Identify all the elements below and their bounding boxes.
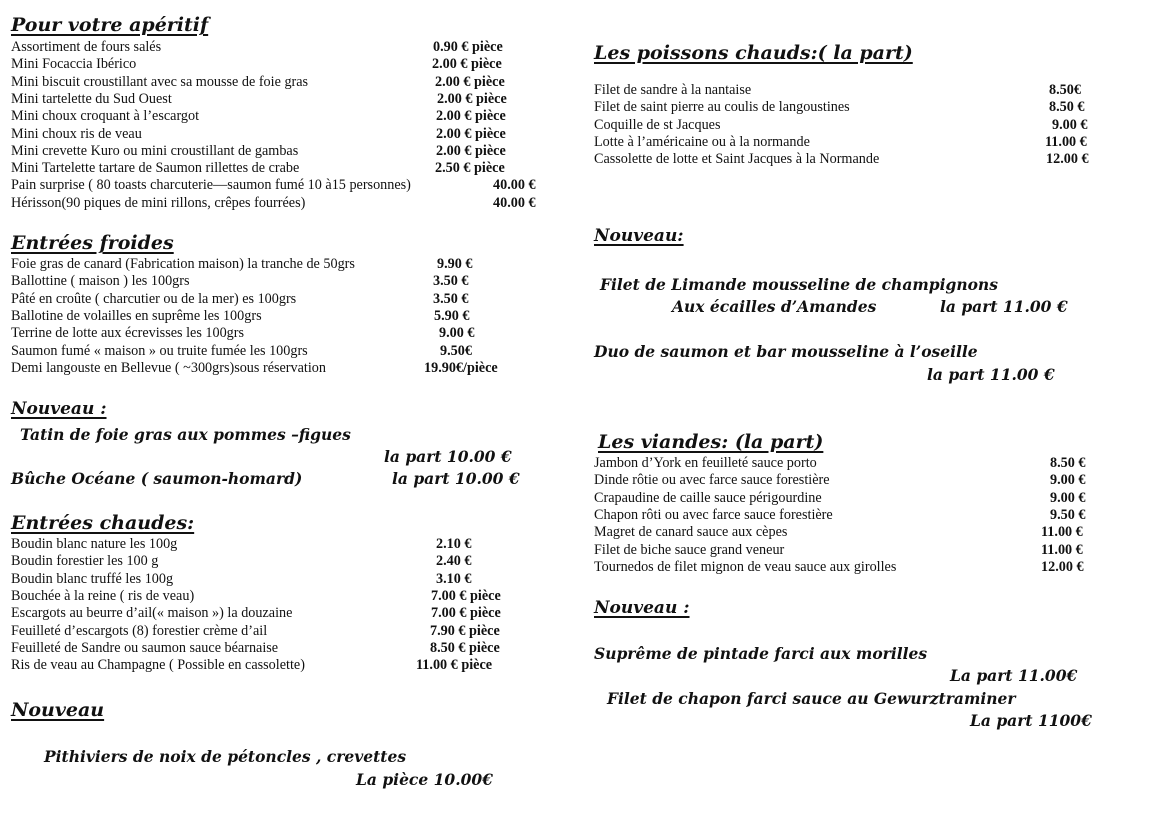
- special-item-name-line2: Aux écailles d’Amandes: [672, 297, 877, 316]
- menu-item-name: Mini choux ris de veau: [11, 125, 142, 142]
- menu-item-name: Boudin blanc nature les 100g: [11, 536, 178, 552]
- menu-item-name: Bouchée à la reine ( ris de veau): [11, 587, 195, 604]
- menu-item: [11, 343, 556, 360]
- special-item-price: La pièce 10.00€: [356, 770, 493, 789]
- menu-item-name: Assortiment de fours salés: [11, 39, 162, 55]
- special-item-price: la part 11.00 €: [927, 365, 1055, 384]
- menu-item: [594, 472, 1114, 489]
- menu-item: [11, 126, 556, 143]
- menu-item-name: Lotte à l’américaine ou à la normande: [594, 133, 810, 150]
- menu-item-name: Mini Tartelette tartare de Saumon rillettes de crabe: [11, 160, 300, 177]
- special-item-name: Pithiviers de noix de pétoncles , crevettes: [44, 747, 407, 766]
- menu-item: [11, 640, 556, 657]
- menu-item-price: 11.00 €: [1041, 524, 1083, 541]
- menu-item: [11, 195, 556, 212]
- menu-item: [594, 82, 1114, 99]
- menu-item-price: 0.90 € pièce: [433, 39, 503, 55]
- menu-item-name: Escargots au beurre d’ail(« maison ») la douzaine: [11, 605, 293, 622]
- menu-item-price: 12.00 €: [1046, 151, 1089, 168]
- menu-item: [11, 553, 556, 570]
- menu-item-price: 8.50 €: [1049, 99, 1085, 116]
- menu-item-price: 8.50 € pièce: [430, 639, 500, 656]
- menu-item-name: Mini Focaccia Ibérico: [11, 56, 137, 73]
- menu-item-name: Mini tartelette du Sud Ouest: [11, 90, 172, 107]
- menu-item: [594, 524, 1114, 541]
- menu-item: [594, 134, 1114, 151]
- menu-item-price: 40.00 €: [493, 194, 536, 211]
- menu-item-name: Demi langouste en Bellevue ( ~300grs)sous réservation: [11, 359, 326, 376]
- menu-item-price: 11.00 €: [1041, 541, 1083, 558]
- special-item-price: La part 1100€: [970, 711, 1092, 730]
- menu-item: [11, 143, 556, 160]
- special-item-name: Filet de Limande mousseline de champignons: [600, 275, 998, 294]
- menu-item-name: Crapaudine de caille sauce périgourdine: [594, 489, 822, 506]
- menu-item-price: 9.00 €: [1052, 116, 1088, 133]
- menu-item-price: 2.00 € pièce: [432, 56, 502, 73]
- menu-item: [11, 160, 556, 177]
- menu-item-name: Mini biscuit croustillant avec sa mousse de foie gras: [11, 73, 309, 90]
- menu-item-name: Ris de veau au Champagne ( Possible en cassolette): [11, 657, 305, 674]
- menu-item-price: 40.00 €: [493, 177, 536, 194]
- special-item-name: Filet de chapon farci sauce au Gewurztraminer: [607, 689, 1016, 708]
- menu-item-price: 8.50€: [1049, 82, 1081, 98]
- menu-item-price: 9.00 €: [1050, 489, 1086, 506]
- menu-item-name: Terrine de lotte aux écrevisses les 100grs: [11, 325, 245, 342]
- section-heading-nouveau: Nouveau: [11, 699, 105, 721]
- menu-item-price: 5.90 €: [434, 307, 470, 324]
- menu-item: [11, 108, 556, 125]
- menu-item-price: 7.00 € pièce: [431, 605, 501, 622]
- menu-item: [11, 588, 556, 605]
- special-item-name: Tatin de foie gras aux pommes –figues: [20, 425, 351, 444]
- menu-item: [11, 56, 556, 73]
- special-item-price: la part 10.00 €: [384, 447, 512, 466]
- menu-item-price: 2.50 € pièce: [435, 160, 505, 177]
- menu-item-name: Magret de canard sauce aux cèpes: [594, 524, 788, 541]
- section-heading-viandes: Les viandes: (la part): [598, 431, 824, 453]
- menu-item-price: 3.10 €: [436, 570, 472, 587]
- menu-item-name: Ballotine de volailles en suprême les 100grs: [11, 307, 262, 324]
- menu-item-price: 7.90 € pièce: [430, 622, 500, 639]
- menu-item: [11, 91, 556, 108]
- menu-item-price: 9.50 €: [1050, 506, 1086, 523]
- menu-item: [11, 256, 556, 273]
- section-heading-entrees-chaudes: Entrées chaudes:: [11, 512, 195, 534]
- menu-item-price: 3.50 €: [433, 290, 469, 307]
- menu-item: [11, 536, 556, 553]
- menu-item-price: 9.50€: [440, 342, 472, 359]
- special-item-price: La part 11.00€: [950, 666, 1078, 685]
- menu-item: [594, 542, 1114, 559]
- menu-item-price: 9.00 €: [439, 325, 475, 342]
- menu-item-name: Filet de saint pierre au coulis de langoustines: [594, 99, 850, 116]
- menu-item-name: Pâté en croûte ( charcutier ou de la mer) es 100grs: [11, 290, 297, 307]
- menu-item: [11, 308, 556, 325]
- menu-item-name: Jambon d’York en feuilleté sauce porto: [594, 455, 817, 471]
- menu-item: [11, 273, 556, 290]
- menu-item: [594, 117, 1114, 134]
- menu-item-price: 2.40 €: [436, 553, 472, 570]
- menu-item-name: Filet de biche sauce grand veneur: [594, 541, 785, 558]
- special-item-name: Suprême de pintade farci aux morilles: [594, 644, 928, 663]
- menu-item-name: Tournedos de filet mignon de veau sauce aux girolles: [594, 558, 897, 575]
- menu-item: [11, 360, 556, 377]
- menu-item-price: 12.00 €: [1041, 558, 1084, 575]
- menu-item-name: Coquille de st Jacques: [594, 116, 721, 133]
- section-heading-aperitif: Pour votre apéritif: [11, 14, 209, 36]
- menu-item-price: 11.00 €: [1045, 133, 1087, 150]
- menu-item: [594, 490, 1114, 507]
- special-item-price: la part 11.00 €: [940, 297, 1068, 316]
- section-heading-poissons: Les poissons chauds:( la part): [594, 42, 913, 64]
- menu-item-price: 2.00 € pièce: [436, 108, 506, 125]
- menu-item: [11, 657, 556, 674]
- menu-item-name: Filet de sandre à la nantaise: [594, 82, 752, 98]
- menu-item: [594, 455, 1114, 472]
- menu-item-name: Foie gras de canard (Fabrication maison) la tranche de 50grs: [11, 256, 355, 272]
- menu-item-name: Hérisson(90 piques de mini rillons, crêpes fourrées): [11, 194, 306, 211]
- menu-item-price: 2.00 € pièce: [435, 73, 505, 90]
- section-heading-nouveau: Nouveau:: [594, 226, 684, 246]
- menu-item: [594, 559, 1114, 576]
- menu-item-name: Pain surprise ( 80 toasts charcuterie—saumon fumé 10 à15 personnes): [11, 177, 411, 194]
- section-heading-nouveau: Nouveau :: [594, 598, 690, 618]
- menu-item: [11, 571, 556, 588]
- special-item-name: Bûche Océane ( saumon-homard): [11, 469, 303, 488]
- menu-item-name: Feuilleté de Sandre ou saumon sauce béarnaise: [11, 639, 279, 656]
- menu-item: [594, 507, 1114, 524]
- menu-item-price: 2.00 € pièce: [436, 125, 506, 142]
- menu-item-name: Boudin forestier les 100 g: [11, 553, 159, 570]
- menu-item: [11, 74, 556, 91]
- menu-item: [594, 99, 1114, 116]
- menu-item: [11, 291, 556, 308]
- menu-item-price: 2.00 € pièce: [436, 142, 506, 159]
- special-item-name: Duo de saumon et bar mousseline à l’oseille: [594, 342, 978, 361]
- menu-item-name: Cassolette de lotte et Saint Jacques à la Normande: [594, 151, 880, 168]
- menu-item-price: 7.00 € pièce: [431, 587, 501, 604]
- menu-item-price: 19.90€/pièce: [424, 359, 498, 376]
- menu-item-name: Mini crevette Kuro ou mini croustillant de gambas: [11, 142, 299, 159]
- menu-item: [11, 325, 556, 342]
- menu-item-name: Mini choux croquant à l’escargot: [11, 108, 200, 125]
- menu-item-name: Boudin blanc truffé les 100g: [11, 570, 174, 587]
- menu-item: [594, 151, 1114, 168]
- menu-item-price: 3.50 €: [433, 273, 469, 290]
- menu-item-price: 9.00 €: [1050, 472, 1086, 489]
- section-heading-entrees-froides: Entrées froides: [11, 232, 174, 254]
- menu-item: [11, 623, 556, 640]
- menu-item-name: Saumon fumé « maison » ou truite fumée les 100grs: [11, 342, 308, 359]
- special-item-price: la part 10.00 €: [392, 469, 520, 488]
- menu-item-price: 8.50 €: [1050, 455, 1086, 471]
- menu-item-name: Chapon rôti ou avec farce sauce forestière: [594, 506, 833, 523]
- menu-item-name: Dinde rôtie ou avec farce sauce forestière: [594, 472, 830, 489]
- menu-item-price: 11.00 € pièce: [416, 657, 493, 674]
- menu-item-price: 9.90 €: [437, 256, 473, 272]
- menu-item-price: 2.00 € pièce: [437, 90, 507, 107]
- menu-item: [11, 39, 556, 56]
- menu-item: [11, 177, 556, 194]
- section-heading-nouveau: Nouveau :: [11, 399, 107, 419]
- menu-item-name: Ballottine ( maison ) les 100grs: [11, 273, 190, 290]
- menu-item-name: Feuilleté d’escargots (8) forestier crème d’ail: [11, 622, 268, 639]
- menu-item: [11, 605, 556, 622]
- menu-item-price: 2.10 €: [436, 536, 472, 552]
